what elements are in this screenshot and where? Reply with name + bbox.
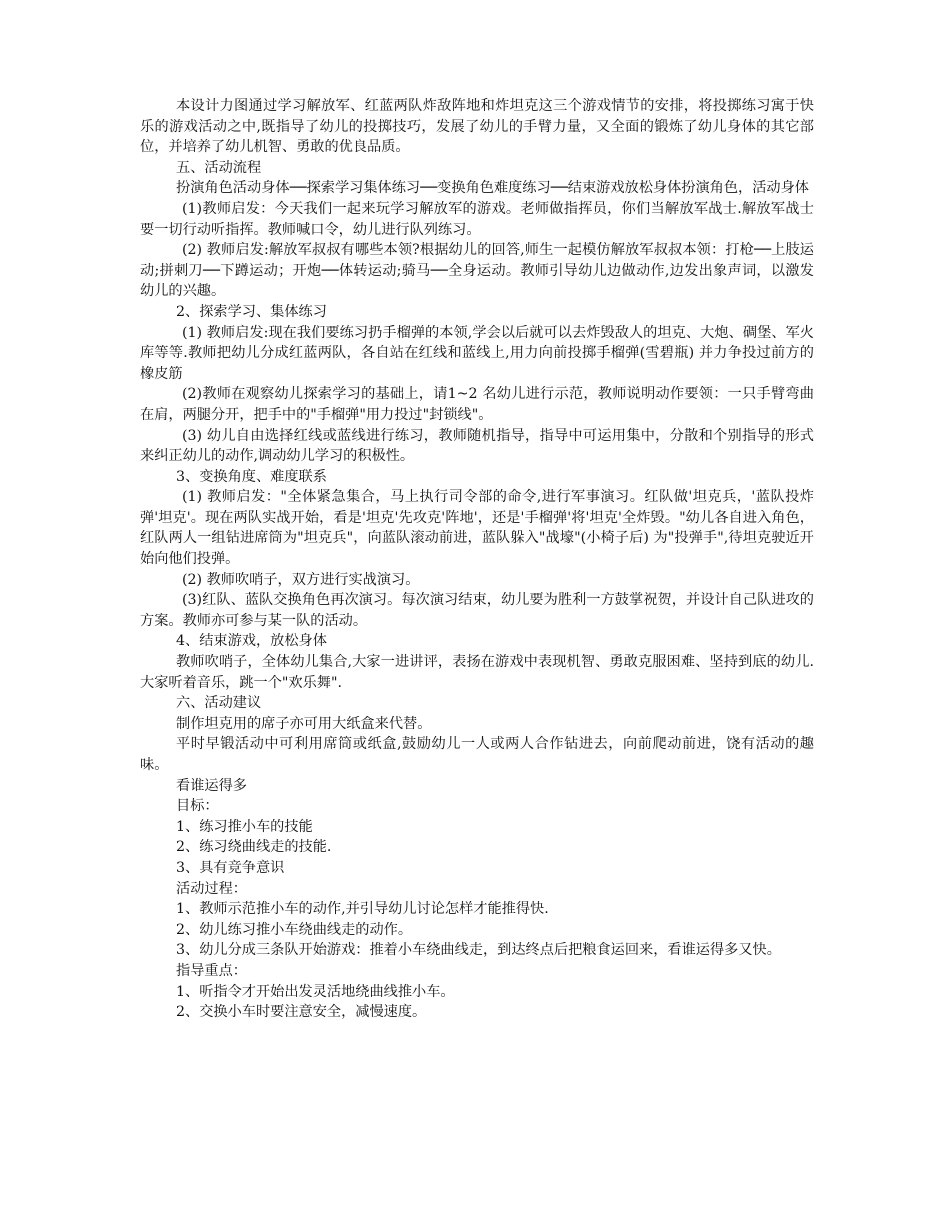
paragraph: 活动过程： xyxy=(176,880,247,897)
paragraph: (2) 教师吹哨子，双方进行实战演习。 xyxy=(182,571,420,588)
paragraph: 五、活动流程 xyxy=(176,159,262,176)
paragraph: 1、听指令才开始出发灵活地绕曲线推小车。 xyxy=(176,983,455,1000)
paragraph: 平时早锻活动中可利用席筒或纸盒,鼓励幼儿一人或两人合作钻进去，向前爬动前进，饶有活动的趣味。 xyxy=(140,736,814,773)
document-body xyxy=(140,96,814,1023)
paragraph: 4、结束游戏，放松身体 xyxy=(176,633,327,650)
paragraph: 3、幼儿分成三条队开始游戏：推着小车绕曲线走，到达终点后把粮食运回来，看谁运得多又快。 xyxy=(176,942,781,959)
paragraph: 3、具有竞争意识 xyxy=(176,859,285,876)
paragraph: 2、幼儿练习推小车绕曲线走的动作。 xyxy=(176,921,413,938)
paragraph: 教师吹哨子，全体幼儿集合,大家一进讲评，表扬在游戏中表现机智、勇敢克服困难、坚持到底的幼儿.大家听着音乐，跳一个"欢乐舞". xyxy=(140,654,814,691)
paragraph: 看谁运得多 xyxy=(176,777,247,794)
paragraph: 2、练习绕曲线走的技能. xyxy=(176,839,332,856)
paragraph: 2、探索学习、集体练习 xyxy=(176,303,327,320)
paragraph: 2、交换小车时要注意安全，减慢速度。 xyxy=(176,1004,427,1021)
paragraph: (2)教师在观察幼儿探索学习的基础上，请1~2 名幼儿进行示范，教师说明动作要领：一只手臂弯曲在肩，两腿分开，把手中的"手榴弹"用力投过"封锁线"。 xyxy=(140,386,814,423)
paragraph: (3) 幼儿自由选择红线或蓝线进行练习，教师随机指导，指导中可运用集中，分散和个别指导的形式来纠正幼儿的动作,调动幼儿学习的积极性。 xyxy=(140,427,814,465)
paragraph: 六、活动建议 xyxy=(176,695,262,712)
paragraph: 3、变换角度、难度联系 xyxy=(176,468,327,485)
paragraph: 扮演角色活动身体──探索学习集体练习──变换角色难度练习──结束游戏放松身体扮演角色，活动身体 xyxy=(176,180,809,197)
paragraph: (3)红队、蓝队交换角色再次演习。每次演习结束，幼儿要为胜利一方鼓掌祝贺，并设计自己队进攻的方案。教师亦可参与某一队的活动。 xyxy=(140,592,814,629)
paragraph: 指导重点： xyxy=(176,962,247,979)
paragraph: (1) 教师启发:现在我们要练习扔手榴弹的本领,学会以后就可以去炸毁敌人的坦克、大炮、碉堡、军火库等等.教师把幼儿分成红蓝两队，各自站在红线和蓝线上,用力向前投掷手榴弹(雪碧瓶) 并力争投过前方的橡皮筋 xyxy=(140,324,814,382)
paragraph: 目标： xyxy=(176,798,219,815)
paragraph: (2) 教师启发:解放军叔叔有哪些本领?根据幼儿的回答,师生一起模仿解放军叔叔本领：打枪──上肢运动;拼刺刀──下蹲运动；开炮──体转运动;骑马──全身运动。教师引导幼儿边做动作,边发出象声词，以激发幼儿的兴趣。 xyxy=(140,242,814,300)
paragraph: 制作坦克用的席子亦可用大纸盒来代替。 xyxy=(176,715,432,732)
paragraph: 1、练习推小车的技能 xyxy=(176,818,313,835)
paragraph: 本设计力图通过学习解放军、红蓝两队炸敌阵地和炸坦克这三个游戏情节的安排，将投掷练习寓于快乐的游戏活动之中,既指导了幼儿的投掷技巧，发展了幼儿的手臂力量，又全面的锻炼了幼儿身体的其它部位，并培养了幼儿机智、勇敢的优良品质。 xyxy=(140,98,814,156)
paragraph: (1)教师启发：今天我们一起来玩学习解放军的游戏。老师做指挥员，你们当解放军战士.解放军战士要一切行动听指挥。教师喊口令，幼儿进行队列练习。 xyxy=(140,200,814,238)
paragraph: (1) 教师启发："全体紧急集合，马上执行司令部的命令,进行军事演习。红队做'坦克兵，'蓝队投炸弹'坦克'。现在两队实战开始，看是'坦克'先攻克'阵地'，还是'手榴弹'将'坦克'全炸毁。"幼儿各自进入角色，红队两人一组钻进席筒为"坦克兵"，向蓝队滚动前进，蓝队躲入"战壕"(小椅子后) 为"投弹手",待坦克驶近开始向他们投弹。 xyxy=(140,489,814,568)
paragraph: 1、教师示范推小车的动作,并引导幼儿讨论怎样才能推得快. xyxy=(176,901,549,918)
